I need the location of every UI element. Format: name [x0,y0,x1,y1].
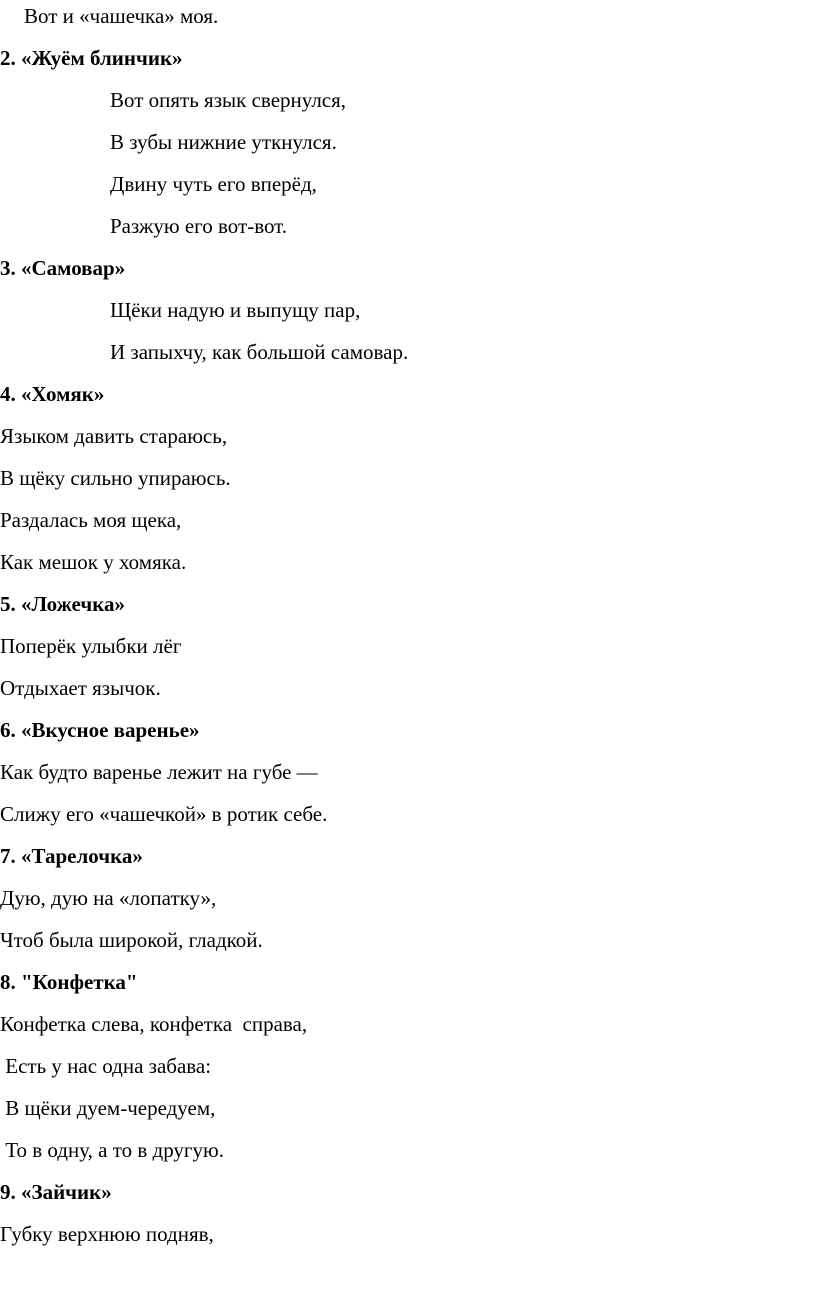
section-heading: 7. «Тарелочка» [0,844,143,868]
verse-line: Двину чуть его вперёд, [110,172,317,196]
section-heading: 9. «Зайчик» [0,1180,112,1204]
verse-line: В зубы нижние уткнулся. [110,130,337,154]
verse-line: Губку верхнюю подняв, [0,1222,214,1246]
section-heading: 2. «Жуём блинчик» [0,46,183,70]
verse-line: Как будто варенье лежит на губе — [0,760,318,784]
verse-line: И запыхчу, как большой самовар. [110,340,409,364]
verse-line: Вот опять язык свернулся, [110,88,347,112]
verse-line: То в одну, а то в другую. [0,1138,224,1162]
verse-line: Языком давить стараюсь, [0,424,228,448]
verse-line: Отдыхает язычок. [0,676,161,700]
verse-line: Вот и «чашечка» моя. [24,4,219,28]
verse-line: Есть у нас одна забава: [0,1054,212,1078]
verse-line: Разжую его вот-вот. [110,214,288,238]
verse-line: В щёку сильно упираюсь. [0,466,231,490]
verse-line: Как мешок у хомяка. [0,550,187,574]
verse-line: Дую, дую на «лопатку», [0,886,217,910]
section-heading: 6. «Вкусное варенье» [0,718,200,742]
verse-line: В щёки дуем-чередуем, [0,1096,216,1120]
verse-line: Поперёк улыбки лёг [0,634,182,658]
section-heading: 3. «Самовар» [0,256,126,280]
verse-line: Чтоб была широкой, гладкой. [0,928,263,952]
section-heading: 8. "Конфетка" [0,970,138,994]
verse-line: Щёки надую и выпущу пар, [110,298,361,322]
section-heading: 5. «Ложечка» [0,592,125,616]
section-heading: 4. «Хомяк» [0,382,105,406]
verse-line: Раздалась моя щека, [0,508,182,532]
verse-line: Конфетка слева, конфетка справа, [0,1012,308,1036]
verse-line: Слижу его «чашечкой» в ротик себе. [0,802,328,826]
